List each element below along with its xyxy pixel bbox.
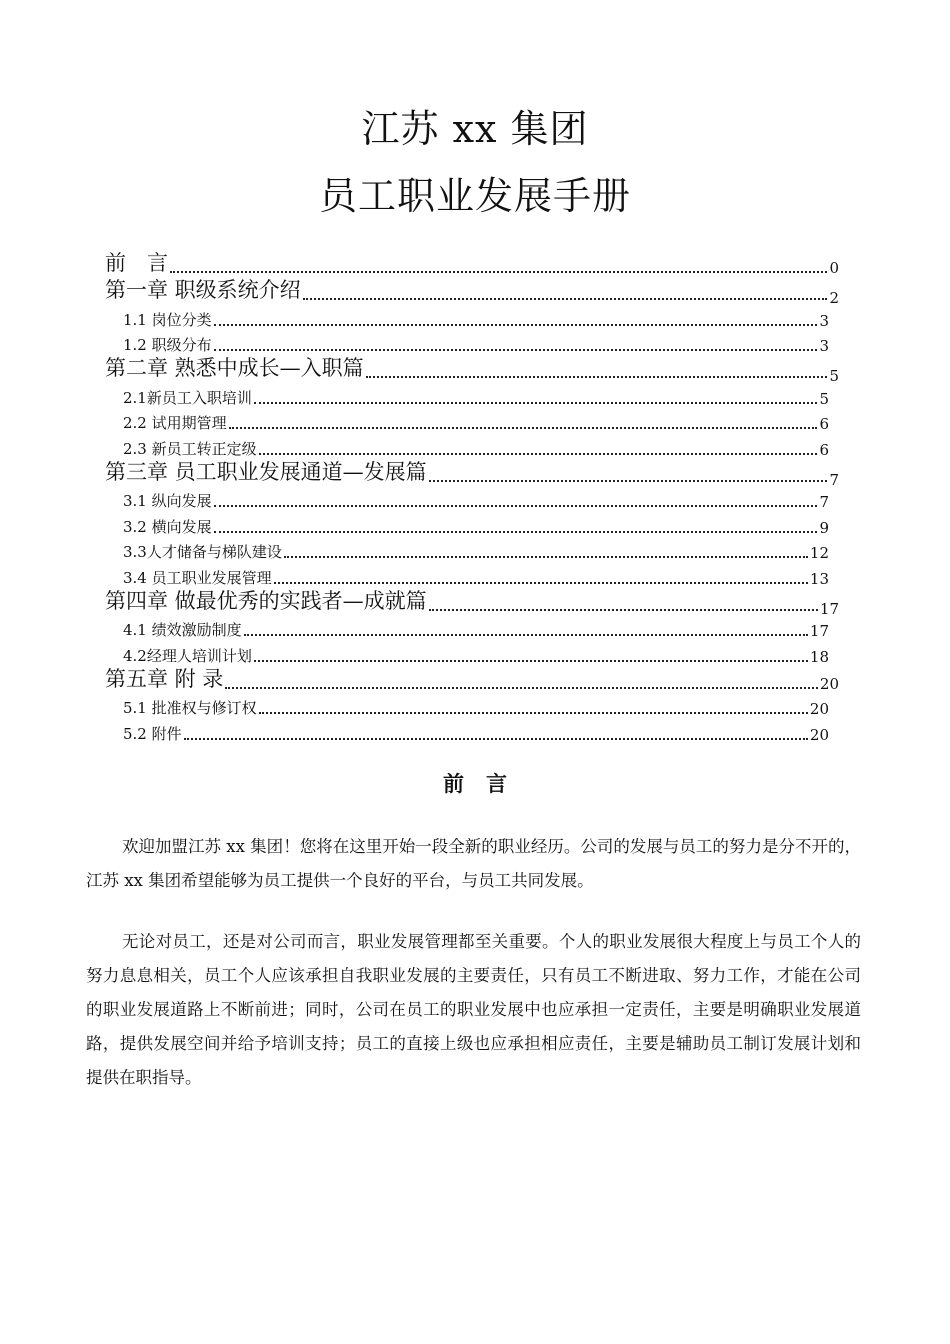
toc-leader xyxy=(244,633,808,636)
toc-leader xyxy=(184,737,808,740)
toc-leader xyxy=(254,659,808,662)
toc-entry[interactable] xyxy=(105,304,845,330)
toc-label: 5.2 附件 xyxy=(123,724,182,743)
toc-entry[interactable] xyxy=(105,486,845,512)
toc-leader xyxy=(284,555,808,558)
toc-entry[interactable] xyxy=(105,718,845,744)
toc-page: 3 xyxy=(819,337,829,355)
toc-label: 前 言 xyxy=(105,251,168,275)
toc-page: 12 xyxy=(809,544,829,562)
toc-leader xyxy=(225,686,818,689)
toc-leader xyxy=(214,348,818,351)
toc-leader xyxy=(429,608,818,611)
toc-leader xyxy=(214,530,818,533)
toc-label: 4.1 绩效激励制度 xyxy=(123,621,242,639)
document-subtitle: 员工职业发展手册 xyxy=(318,174,631,218)
toc-label: 第五章 附 录 xyxy=(105,666,224,691)
toc-page: 2 xyxy=(829,289,839,307)
toc-page: 20 xyxy=(809,725,829,744)
preface-paragraph-2 xyxy=(86,925,861,1095)
toc-leader xyxy=(259,711,808,714)
table-of-contents xyxy=(105,250,845,744)
toc-entry[interactable] xyxy=(105,588,845,618)
toc-leader xyxy=(214,504,818,507)
toc-entry[interactable] xyxy=(105,355,845,385)
preface-paragraph-1 xyxy=(86,830,861,898)
toc-page: 9 xyxy=(819,518,829,537)
toc-label: 第二章 熟悉中成长—入职篇 xyxy=(105,356,364,380)
toc-page: 6 xyxy=(819,440,829,459)
toc-leader xyxy=(259,452,818,455)
toc-label: 3.3人才储备与梯队建设 xyxy=(123,543,282,561)
paragraph-text: 无论对员工，还是对公司而言，职业发展管理都至关重要。个人的职业发展很大程度上与员工个人的努力息息相关，员工个人应该承担自我职业发展的主要责任，只有员工不断进取、努力工作，才能在公司的职业发展道路上不断前进；同时，公司在员工的职业发展中也应承担一定责任，主要是明确职业发展道路，提供发展空间并给予培训支持；员工的直接上级也应承担相应责任，主要是辅助员工制订发展计划和提供在职指导。 xyxy=(86,932,861,1087)
toc-leader xyxy=(274,581,808,584)
toc-leader xyxy=(366,375,828,378)
toc-label: 2.1新员工入职培训 xyxy=(123,388,252,407)
paragraph-text: 欢迎加盟江苏 xx 集团！您将在这里开始一段全新的职业经历。公司的发展与员工的努力是分不开的，江苏 xx 集团希望能够为员工提供一个良好的平台，与员工共同发展。 xyxy=(86,837,861,890)
toc-label: 1.1 岗位分类 xyxy=(123,310,212,329)
toc-leader xyxy=(214,323,818,326)
toc-label: 1.2 职级分布 xyxy=(123,336,212,354)
toc-page: 17 xyxy=(819,599,839,618)
preface-heading: 前言 xyxy=(443,771,529,796)
toc-label: 第四章 做最优秀的实践者—成就篇 xyxy=(105,588,427,613)
toc-entry[interactable] xyxy=(105,537,845,563)
toc-entry[interactable] xyxy=(105,250,845,277)
toc-leader xyxy=(254,401,818,404)
toc-page: 5 xyxy=(819,389,829,408)
toc-page: 17 xyxy=(809,622,829,640)
toc-page: 13 xyxy=(809,569,829,588)
toc-leader xyxy=(429,479,828,482)
toc-page: 7 xyxy=(829,470,839,489)
toc-label: 第三章 员工职业发展通道—发展篇 xyxy=(105,459,427,484)
toc-entry[interactable] xyxy=(105,382,845,408)
toc-page: 3 xyxy=(819,311,829,330)
toc-page: 6 xyxy=(819,415,829,433)
toc-entry[interactable] xyxy=(105,408,845,434)
toc-page: 0 xyxy=(829,259,839,277)
toc-leader xyxy=(170,270,827,273)
toc-entry[interactable] xyxy=(105,666,845,693)
toc-page: 5 xyxy=(829,367,839,385)
toc-label: 4.2经理人培训计划 xyxy=(123,646,252,665)
toc-entry[interactable] xyxy=(105,693,845,719)
toc-leader xyxy=(303,297,828,300)
toc-label: 3.2 横向发展 xyxy=(123,517,212,536)
toc-label: 2.3 新员工转正定级 xyxy=(123,439,257,458)
toc-label: 3.1 纵向发展 xyxy=(123,492,212,510)
toc-page: 7 xyxy=(819,493,829,511)
toc-label: 第一章 职级系统介绍 xyxy=(105,278,301,302)
toc-page: 18 xyxy=(809,647,829,666)
toc-page: 20 xyxy=(809,700,829,718)
toc-leader xyxy=(229,426,818,429)
document-title: 江苏 xx 集团 xyxy=(361,107,589,151)
toc-entry[interactable] xyxy=(105,459,845,489)
toc-label: 3.4 员工职业发展管理 xyxy=(123,568,272,587)
toc-entry[interactable] xyxy=(105,511,845,537)
toc-entry[interactable] xyxy=(105,277,845,307)
toc-label: 2.2 试用期管理 xyxy=(123,414,227,432)
toc-entry[interactable] xyxy=(105,615,845,641)
toc-page: 20 xyxy=(819,674,839,693)
toc-label: 5.1 批准权与修订权 xyxy=(123,699,257,717)
